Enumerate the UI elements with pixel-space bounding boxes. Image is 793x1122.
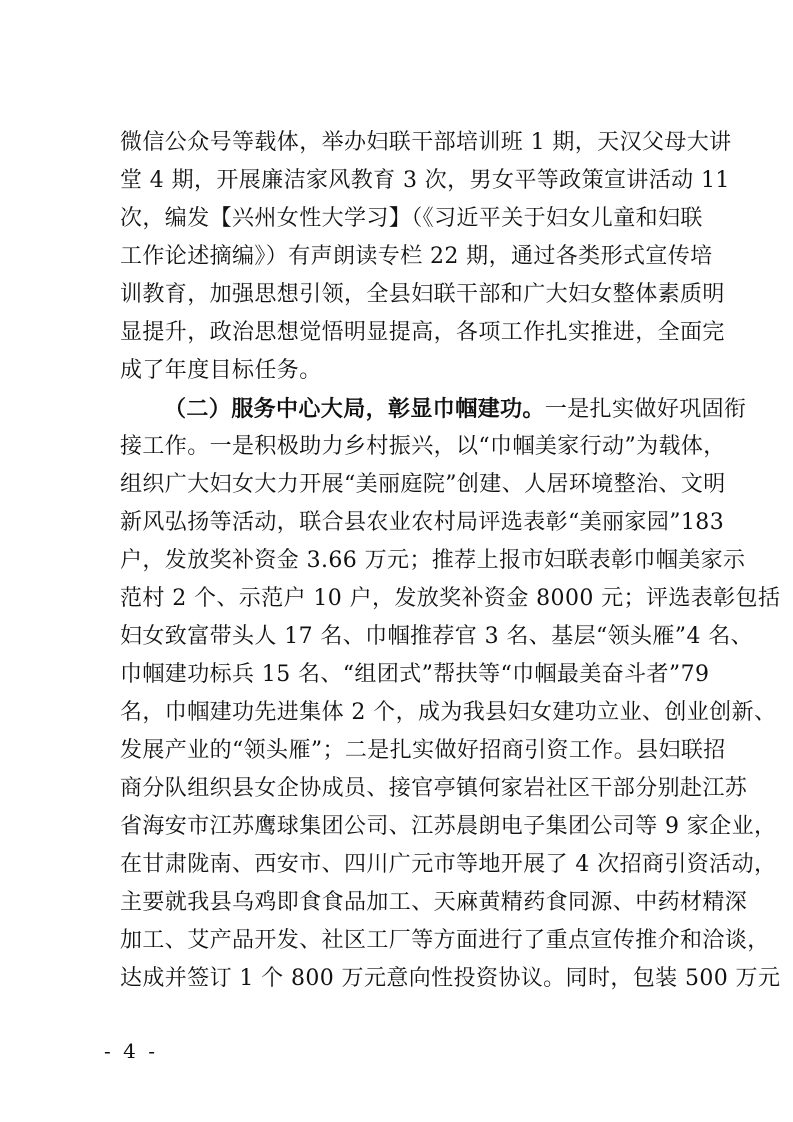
text-line: 堂 4 期，开展廉洁家风教育 3 次，男女平等政策宣讲活动 11 — [120, 168, 730, 193]
text-line: 成了年度目标任务。 — [120, 358, 322, 383]
text-line: 在甘肃陇南、西安市、四川广元市等地开展了 4 次招商引资活动， — [120, 852, 777, 877]
text-line: 妇女致富带头人 17 名、巾帼推荐官 3 名、基层“领头雁”4 名、 — [120, 624, 754, 649]
text-line: 组织广大妇女大力开展“美丽庭院”创建、人居环境整治、文明 — [120, 472, 726, 497]
text-line: 新风弘扬等活动，联合县农业农村局评选表彰“美丽家园”183 — [120, 510, 725, 535]
text-line: 名，巾帼建功先进集体 2 个，成为我县妇女建功立业、创业创新、 — [120, 700, 777, 725]
section-heading-rest: 一是扎实做好巩固衔 — [544, 397, 747, 422]
text-line: 次，编发【兴州女性大学习】（《习近平关于妇女儿童和妇联 — [120, 206, 703, 231]
text-line: 范村 2 个、示范户 10 户，发放奖补资金 8000 元；评选表彰包括 — [120, 586, 781, 611]
text-line: 加工、艾产品开发、社区工厂等方面进行了重点宣传推介和洽谈， — [120, 928, 770, 953]
text-line: 微信公众号等载体，举办妇联干部培训班 1 期，天汉父母大讲 — [120, 130, 732, 155]
text-line: 户，发放奖补资金 3.66 万元；推荐上报市妇联表彰巾帼美家示 — [120, 548, 746, 573]
text-line: 商分队组织县女企协成员、接官亭镇何家岩社区干部分别赴江苏 — [120, 776, 748, 801]
text-line: 省海安市江苏鹰球集团公司、江苏晨朗电子集团公司等 9 家企业， — [120, 814, 777, 839]
text-line: 发展产业的“领头雁”；二是扎实做好招商引资工作。县妇联招 — [120, 738, 726, 763]
text-line: 巾帼建功标兵 15 名、“组团式”帮扶等“巾帼最美奋斗者”79 — [120, 662, 710, 687]
text-line: 接工作。一是积极助力乡村振兴，以“巾帼美家行动”为载体， — [120, 434, 726, 459]
section-heading: （二）服务中心大局，彰显巾帼建功。 — [164, 396, 545, 422]
text-line: 训教育，加强思想引领，全县妇联干部和广大妇女整体素质明 — [120, 282, 725, 307]
text-line: 主要就我县乌鸡即食食品加工、天麻黄精药食同源、中药材精深 — [120, 890, 748, 915]
text-line: 工作论述摘编》）有声朗读专栏 22 期，通过各类形式宣传培 — [120, 244, 713, 269]
section-heading-line — [164, 394, 747, 424]
text-line: 显提升，政治思想觉悟明显提高，各项工作扎实推进，全面完 — [120, 320, 725, 345]
text-line: 达成并签订 1 个 800 万元意向性投资协议。同时，包装 500 万元 — [120, 966, 781, 991]
page-number: - 4 - — [104, 1039, 158, 1063]
